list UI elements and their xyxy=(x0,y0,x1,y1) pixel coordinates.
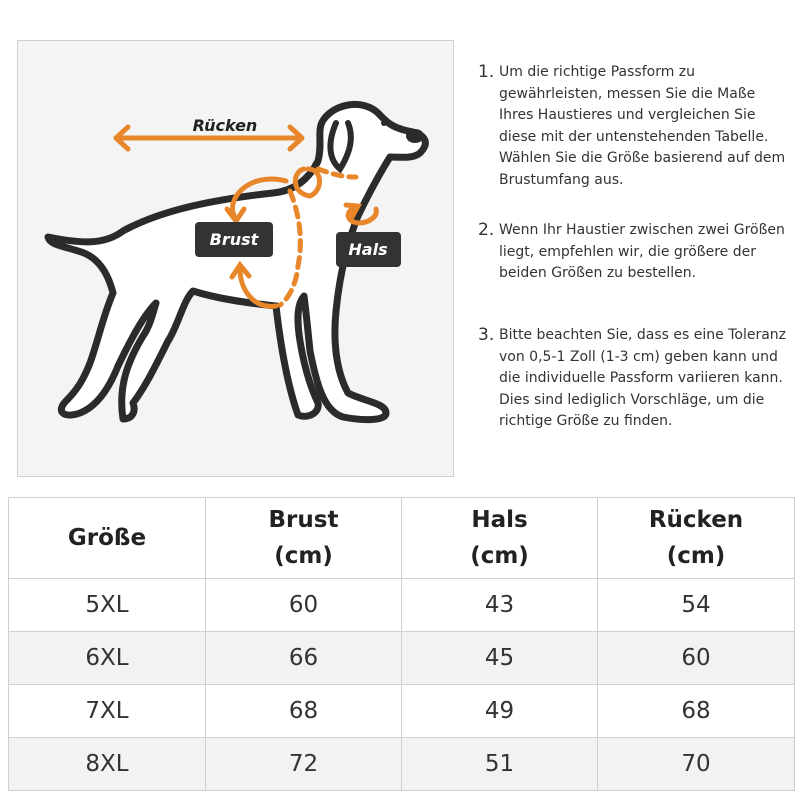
size-chart-table xyxy=(8,497,795,791)
measurement-illustration xyxy=(17,40,454,477)
table-row xyxy=(9,632,795,685)
cell-back: 70 xyxy=(598,738,795,791)
cell-neck: 51 xyxy=(402,738,598,791)
instruction-text: Wenn Ihr Haustier zwischen zwei Größen liegt, empfehlen wir, die größere der beiden Größen zu bestellen. xyxy=(499,222,785,281)
instruction-text: Bitte beachten Sie, dass es eine Toleranz von 0,5-1 Zoll (1-3 cm) geben kann und die individuelle Passform variieren kann. Dies sind lediglich Vorschläge, um die richtige Größe zu finden. xyxy=(499,327,786,429)
cell-chest: 66 xyxy=(206,632,402,685)
header-chest xyxy=(206,498,402,579)
header-chest-unit: (cm) xyxy=(274,543,333,569)
cell-size: 5XL xyxy=(9,579,206,632)
cell-neck: 49 xyxy=(402,685,598,738)
table-header-row xyxy=(9,498,795,579)
neck-label xyxy=(336,232,401,267)
neck-label-text: Hals xyxy=(348,240,388,259)
instruction-item xyxy=(476,62,794,191)
dog-nose xyxy=(406,129,424,143)
cell-size: 6XL xyxy=(9,632,206,685)
cell-chest: 60 xyxy=(206,579,402,632)
instruction-number: 1. xyxy=(478,62,495,82)
table-row xyxy=(9,738,795,791)
instruction-number: 2. xyxy=(478,220,495,240)
header-size-label: Größe xyxy=(67,525,147,551)
header-neck-label: Hals xyxy=(471,507,528,533)
table-row xyxy=(9,685,795,738)
back-label-text: Rücken xyxy=(192,116,258,135)
header-size xyxy=(9,498,206,579)
instruction-item xyxy=(476,220,794,285)
cell-neck: 43 xyxy=(402,579,598,632)
header-back-label: Rücken xyxy=(648,507,744,533)
header-back xyxy=(598,498,795,579)
header-neck xyxy=(402,498,598,579)
cell-chest: 72 xyxy=(206,738,402,791)
dog-eye xyxy=(381,120,387,126)
header-neck-unit: (cm) xyxy=(470,543,529,569)
instruction-text: Um die richtige Passform zu gewährleisten, messen Sie die Maße Ihres Haustieres und vergleichen Sie diese mit der untenstehenden Tabelle. Wählen Sie die Größe basierend auf dem Brustumfang aus. xyxy=(499,64,786,188)
header-chest-label: Brust xyxy=(268,507,339,533)
chest-label xyxy=(195,222,273,257)
dog-diagram xyxy=(18,41,455,478)
cell-back: 60 xyxy=(598,632,795,685)
table-row xyxy=(9,579,795,632)
instruction-item xyxy=(476,325,794,433)
cell-size: 7XL xyxy=(9,685,206,738)
header-back-unit: (cm) xyxy=(666,543,726,569)
cell-back: 68 xyxy=(598,685,795,738)
cell-chest: 68 xyxy=(206,685,402,738)
cell-neck: 45 xyxy=(402,632,598,685)
cell-size: 8XL xyxy=(9,738,206,791)
chest-label-text: Brust xyxy=(209,230,259,249)
instruction-number: 3. xyxy=(478,325,495,345)
cell-back: 54 xyxy=(598,579,795,632)
